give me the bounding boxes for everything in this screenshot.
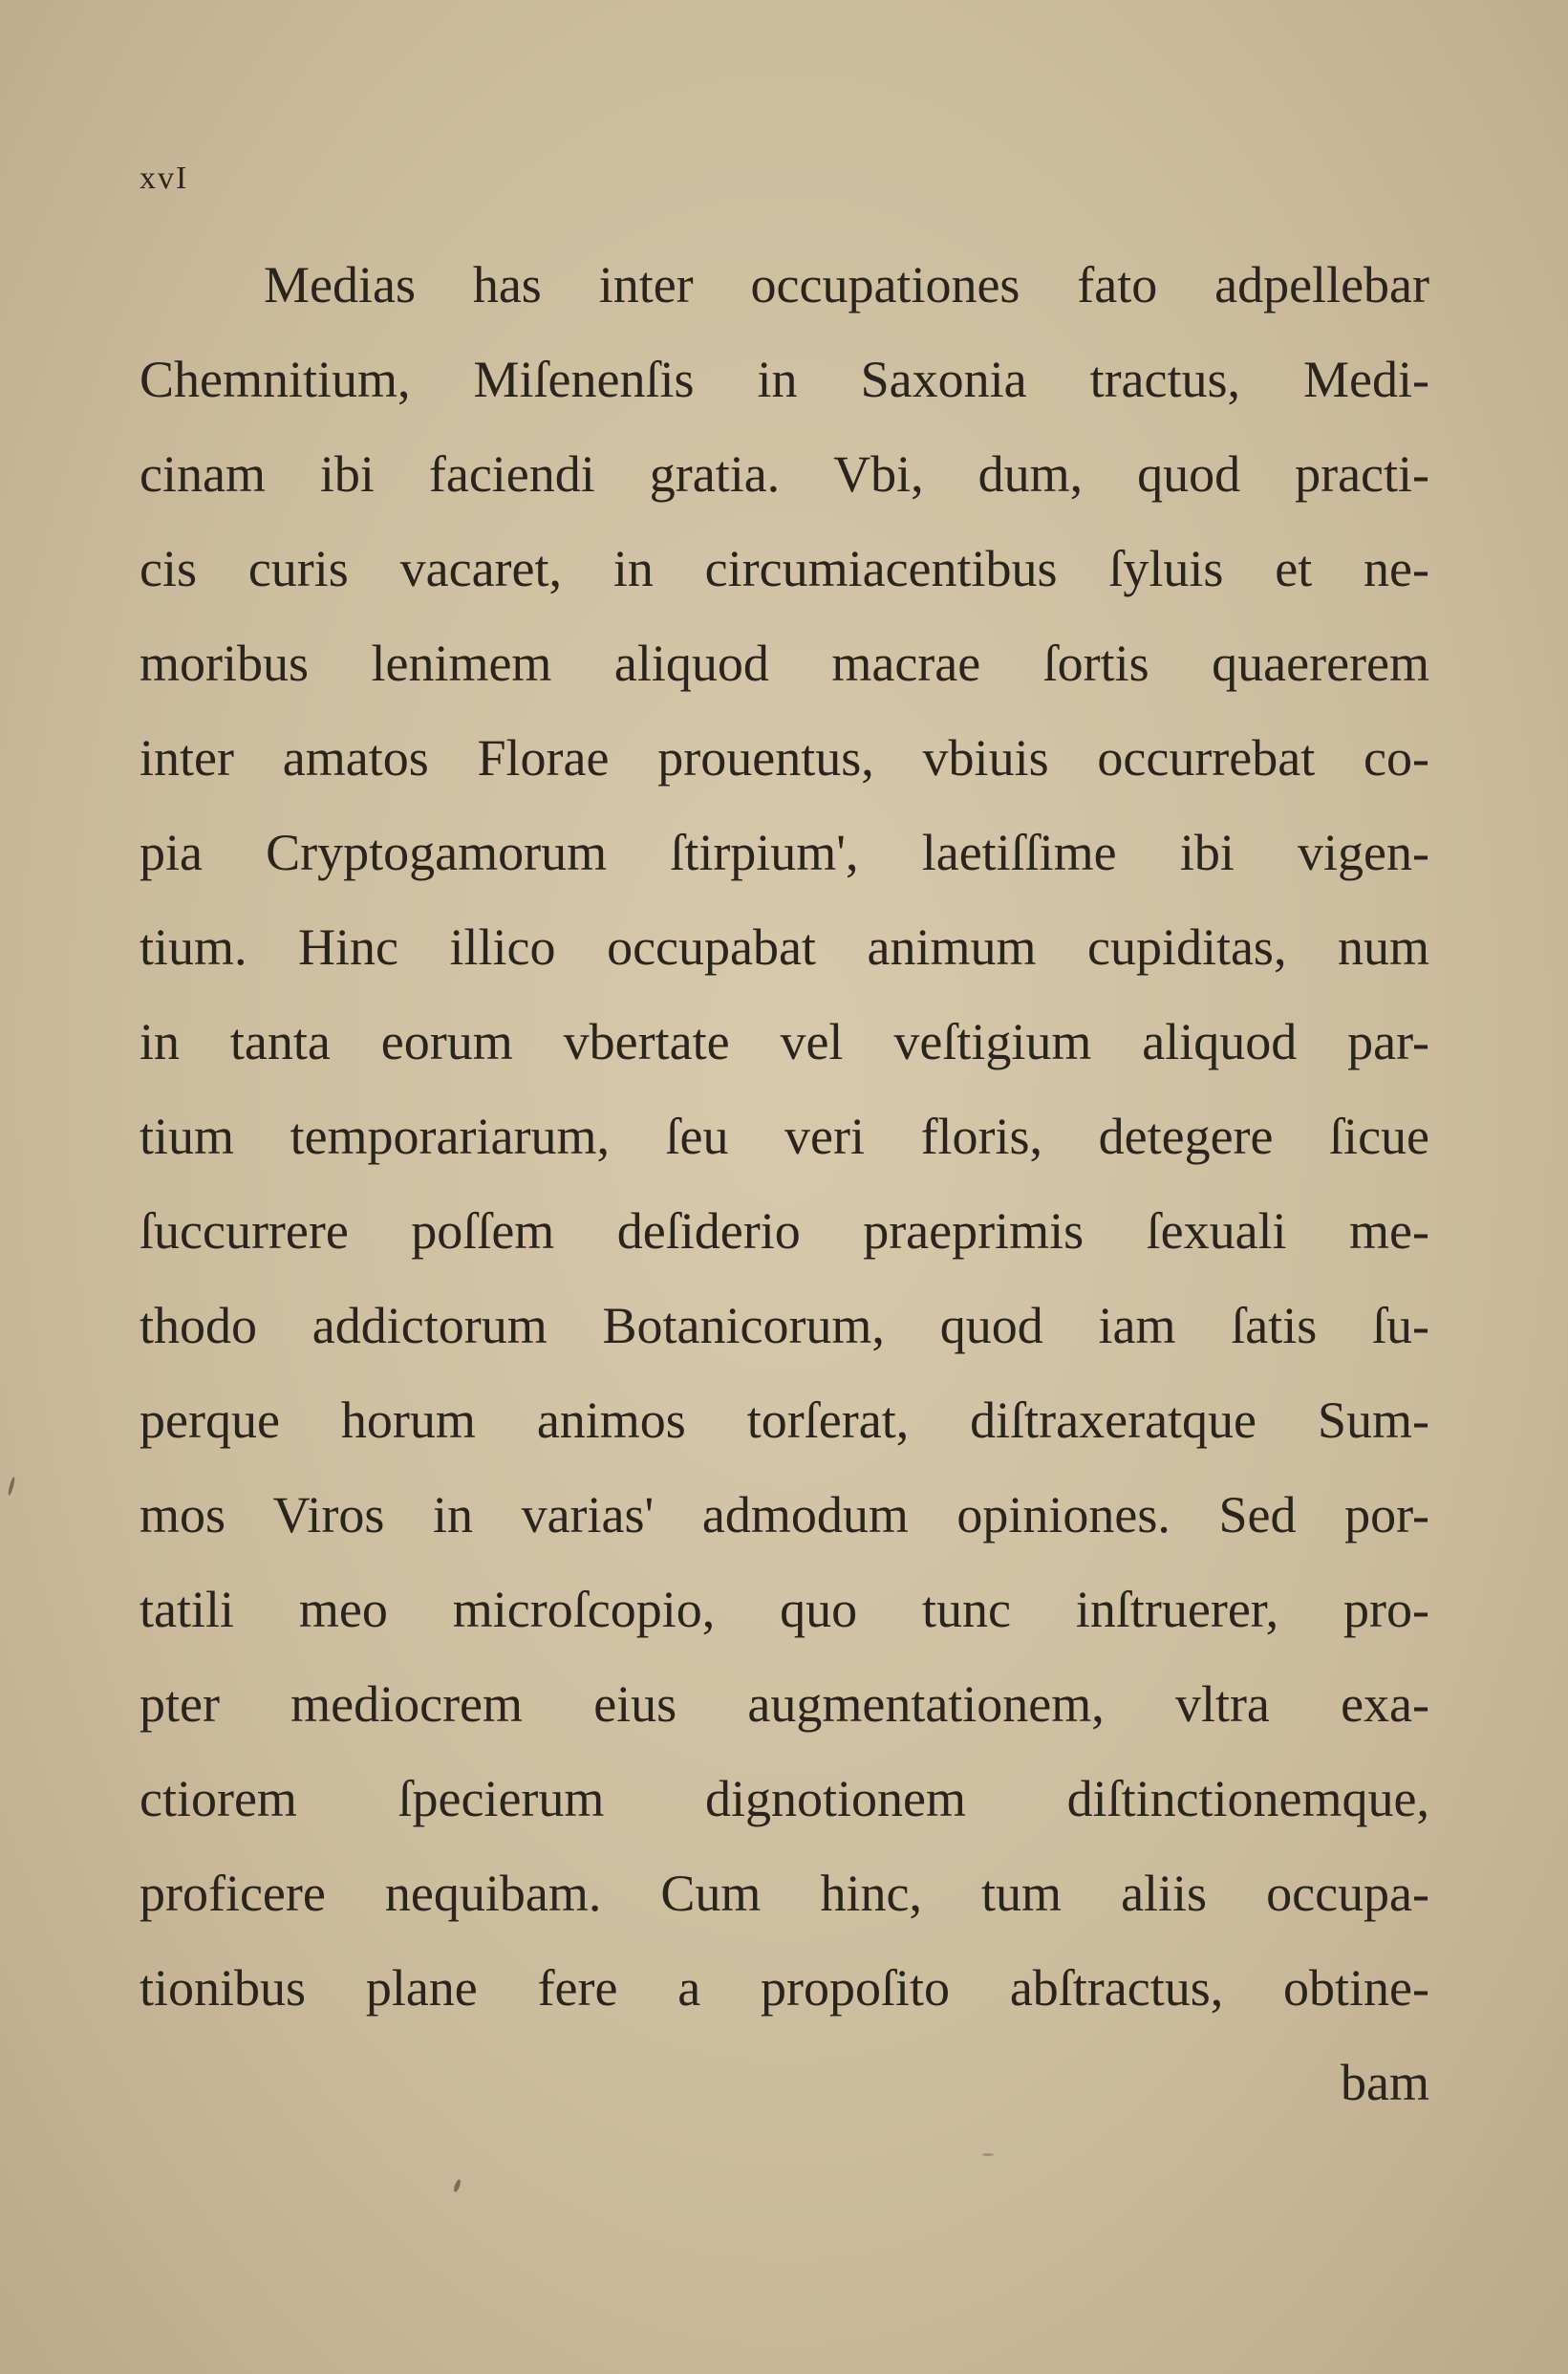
- paper-speck: [982, 2153, 994, 2156]
- text-line: thodo addictorum Botanicorum, quod iam ſatis ſu-: [140, 1297, 1429, 1354]
- text-line: moribus lenimem aliquod macrae ſortis quaererem: [140, 635, 1429, 692]
- text-line: cinam ibi faciendi gratia. Vbi, dum, quod practi-: [140, 445, 1429, 503]
- text-line: ctiorem ſpecierum dignotionem diſtinctionemque,: [140, 1770, 1429, 1827]
- catchword: bam: [1341, 2054, 1429, 2111]
- text-line: tatili meo microſcopio, quo tunc inſtruerer, pro-: [140, 1581, 1429, 1638]
- text-line: in tanta eorum vbertate vel veſtigium aliquod par-: [140, 1013, 1429, 1070]
- page-number: xvI: [140, 161, 189, 196]
- paper-speck: [453, 2179, 462, 2193]
- text-line: pia Cryptogamorum ſtirpium', laetiſſime ibi vigen-: [140, 824, 1429, 881]
- text-line: ſuccurrere poſſem deſiderio praeprimis ſexuali me-: [140, 1202, 1429, 1260]
- text-line: cis curis vacaret, in circumiacentibus ſyluis et ne-: [140, 540, 1429, 597]
- text-line: tium temporariarum, ſeu veri floris, detegere ſicue: [140, 1108, 1429, 1165]
- text-line: tionibus plane fere a propoſito abſtractus, obtine-: [140, 1959, 1429, 2017]
- text-line: inter amatos Florae prouentus, vbiuis occurrebat co-: [140, 729, 1429, 787]
- text-line: Chemnitium, Miſenenſis in Saxonia tractus, Medi-: [140, 351, 1429, 408]
- paper-speck: [7, 1477, 15, 1496]
- text-line: perque horum animos torſerat, diſtraxeratque Sum-: [140, 1392, 1429, 1449]
- text-line: Medias has inter occupationes fato adpellebar: [264, 256, 1429, 313]
- text-line: pter mediocrem eius augmentationem, vltra exa-: [140, 1675, 1429, 1733]
- text-line: tium. Hinc illico occupabat animum cupiditas, num: [140, 918, 1429, 976]
- text-line: proficere nequibam. Cum hinc, tum aliis occupa-: [140, 1865, 1429, 1922]
- text-line: mos Viros in varias' admodum opiniones. Sed por-: [140, 1486, 1429, 1543]
